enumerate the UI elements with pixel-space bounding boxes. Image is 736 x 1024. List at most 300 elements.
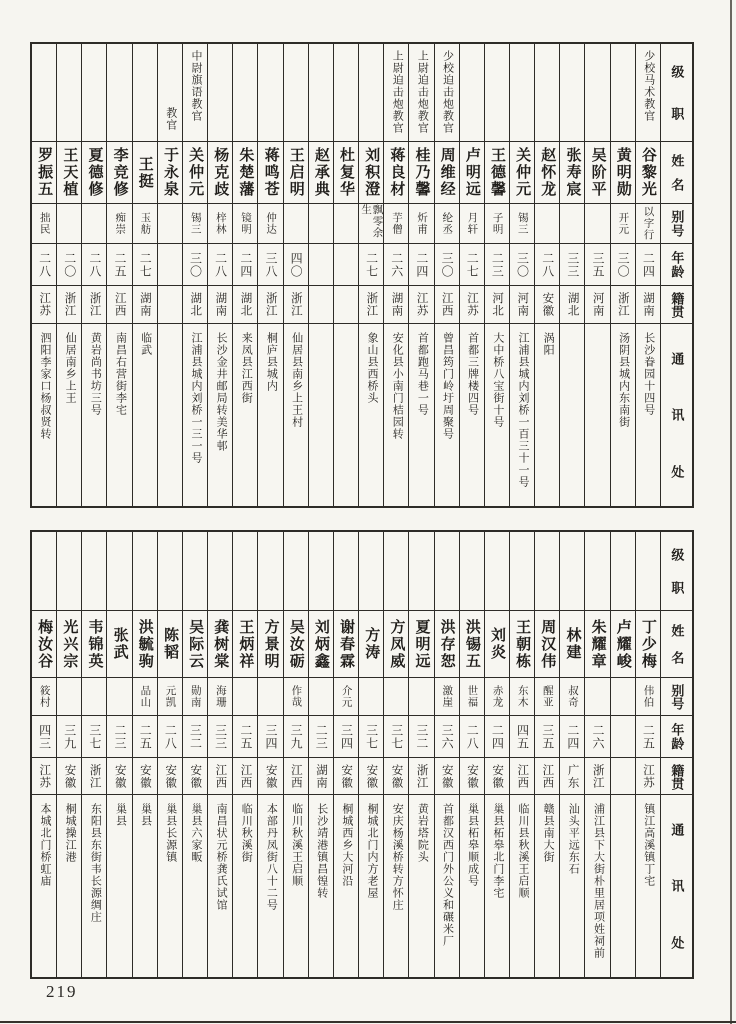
origin-cell: 安徽 bbox=[460, 757, 484, 794]
row-header-column bbox=[660, 532, 692, 977]
page-number: 219 bbox=[46, 982, 78, 1001]
origin-cell: 安徽 bbox=[158, 757, 182, 794]
person-column bbox=[635, 44, 660, 506]
rank-cell bbox=[57, 532, 81, 610]
address-cell: 南昌右营街李宅 bbox=[107, 323, 131, 506]
rank-cell bbox=[32, 44, 56, 141]
name-cell: 蒋良材 bbox=[384, 141, 408, 203]
header-address-label: 通 讯 处 bbox=[661, 794, 692, 977]
rank-cell bbox=[208, 44, 232, 141]
address-cell: 巢县柘皋北门李宅 bbox=[485, 794, 509, 977]
address-cell: 镇江高溪镇丁宅 bbox=[636, 794, 660, 977]
address-cell: 泗阳李家口杨叔贤转 bbox=[32, 323, 56, 506]
address-cell: 汕头平远东石 bbox=[560, 794, 584, 977]
origin-cell: 江苏 bbox=[636, 757, 660, 794]
address-cell: 黄岩尚书坊三号 bbox=[82, 323, 106, 506]
rank-cell: 少校马术教官 bbox=[642, 50, 655, 122]
address-cell: 仙居县南乡上王村 bbox=[284, 323, 308, 506]
rank-cell bbox=[611, 44, 635, 141]
origin-cell: 江西 bbox=[284, 757, 308, 794]
alias-cell: 介元 bbox=[334, 677, 358, 715]
name-cell: 李竞修 bbox=[107, 141, 131, 203]
rank-cell bbox=[133, 532, 157, 610]
header-origin-label: 籍 贯 bbox=[661, 757, 692, 794]
name-cell: 关仲元 bbox=[510, 141, 534, 203]
person-column bbox=[308, 532, 333, 977]
age-cell: 二八 bbox=[208, 243, 232, 285]
header-age-label: 年 龄 bbox=[661, 243, 692, 285]
alias-cell: 激崖 bbox=[435, 677, 459, 715]
alias-cell bbox=[82, 203, 106, 243]
alias-cell: 炘甫 bbox=[409, 203, 433, 243]
address-cell: 安化县小南门桔园转 bbox=[384, 323, 408, 506]
name-cell: 方景明 bbox=[258, 610, 282, 677]
person-column bbox=[257, 44, 282, 506]
age-cell: 二八 bbox=[158, 715, 182, 757]
origin-cell: 安徽 bbox=[485, 757, 509, 794]
alias-cell: 开元 bbox=[611, 203, 635, 243]
person-column bbox=[534, 44, 559, 506]
name-cell: 梅汝谷 bbox=[32, 610, 56, 677]
address-cell: 大中桥八宝街十号 bbox=[485, 323, 509, 506]
age-cell: 二四 bbox=[485, 715, 509, 757]
origin-cell: 安徽 bbox=[183, 757, 207, 794]
name-cell: 蒋鸣苍 bbox=[258, 141, 282, 203]
rank-cell bbox=[334, 44, 358, 141]
origin-cell: 江苏 bbox=[32, 285, 56, 323]
age-cell: 三四 bbox=[258, 715, 282, 757]
name-cell: 王德馨 bbox=[485, 141, 509, 203]
origin-cell: 安徽 bbox=[57, 757, 81, 794]
age-cell: 二六 bbox=[384, 243, 408, 285]
age-cell: 二三 bbox=[309, 715, 333, 757]
address-cell: 南昌状元桥龚氏试馆 bbox=[208, 794, 232, 977]
address-cell: 首都汉西门外公义和碾米厂 bbox=[435, 794, 459, 977]
person-column bbox=[182, 532, 207, 977]
person-column bbox=[610, 44, 635, 506]
name-cell: 林建 bbox=[560, 610, 584, 677]
person-column bbox=[81, 44, 106, 506]
name-cell: 谷黎光 bbox=[636, 141, 660, 203]
rank-cell bbox=[158, 532, 182, 610]
rank-cell bbox=[485, 44, 509, 141]
address-cell: 东阳县东街韦长源绸庄 bbox=[82, 794, 106, 977]
address-cell: 象山县西桥头 bbox=[359, 323, 383, 506]
name-cell: 方涛 bbox=[359, 610, 383, 677]
alias-cell: 飘零余生 bbox=[359, 203, 383, 243]
name-cell: 张武 bbox=[107, 610, 131, 677]
person-column bbox=[635, 532, 660, 977]
rank-cell bbox=[183, 532, 207, 610]
origin-cell: 江西 bbox=[435, 285, 459, 323]
header-age-label: 年 龄 bbox=[661, 715, 692, 757]
address-cell: 临川秋溪街 bbox=[233, 794, 257, 977]
person-column bbox=[32, 532, 56, 977]
alias-cell bbox=[409, 677, 433, 715]
alias-cell bbox=[82, 677, 106, 715]
name-cell: 韦锦英 bbox=[82, 610, 106, 677]
origin-cell: 安徽 bbox=[435, 757, 459, 794]
alias-cell bbox=[560, 203, 584, 243]
address-cell: 巢县柘皋顺成号 bbox=[460, 794, 484, 977]
header-name-label: 姓 名 bbox=[661, 610, 692, 677]
alias-cell: 勋南 bbox=[183, 677, 207, 715]
age-cell bbox=[158, 243, 182, 285]
name-cell: 朱耀章 bbox=[585, 610, 609, 677]
age-cell: 三七 bbox=[359, 715, 383, 757]
address-cell: 汤阴县城内东南街 bbox=[611, 323, 635, 506]
header-origin-label: 籍 贯 bbox=[661, 285, 692, 323]
address-cell: 江浦县城内刘桥一百三十一号 bbox=[510, 323, 534, 506]
alias-cell: 玉舫 bbox=[133, 203, 157, 243]
alias-cell bbox=[284, 203, 308, 243]
age-cell: 二八 bbox=[82, 243, 106, 285]
address-cell: 黄岩塔院头 bbox=[409, 794, 433, 977]
scan-edge-right bbox=[730, 0, 732, 1024]
alias-cell bbox=[384, 677, 408, 715]
address-cell: 临武 bbox=[133, 323, 157, 506]
alias-cell: 子明 bbox=[485, 203, 509, 243]
address-cell: 本部丹凤街八十二号 bbox=[258, 794, 282, 977]
name-cell: 赵怀龙 bbox=[535, 141, 559, 203]
rank-cell: 教官 bbox=[164, 107, 177, 131]
age-cell: 二四 bbox=[636, 243, 660, 285]
alias-cell: 芋僧 bbox=[384, 203, 408, 243]
person-column bbox=[610, 532, 635, 977]
address-cell: 巢县 bbox=[133, 794, 157, 977]
address-cell bbox=[585, 323, 609, 506]
header-address-label: 通 讯 处 bbox=[661, 323, 692, 506]
origin-cell bbox=[158, 285, 182, 323]
name-cell: 陈韬 bbox=[158, 610, 182, 677]
header-alias-label: 别 号 bbox=[661, 677, 692, 715]
address-cell: 巢县 bbox=[107, 794, 131, 977]
person-column bbox=[207, 44, 232, 506]
age-cell: 二〇 bbox=[57, 243, 81, 285]
alias-cell bbox=[57, 203, 81, 243]
age-cell: 三五 bbox=[585, 243, 609, 285]
person-column bbox=[434, 44, 459, 506]
person-column bbox=[559, 532, 584, 977]
name-cell: 洪毓驹 bbox=[133, 610, 157, 677]
origin-cell: 湖南 bbox=[208, 285, 232, 323]
alias-cell bbox=[107, 677, 131, 715]
name-cell: 吴汝砺 bbox=[284, 610, 308, 677]
address-cell: 长沙眷园十四号 bbox=[636, 323, 660, 506]
age-cell: 三三 bbox=[560, 243, 584, 285]
header-rank-label: 级 职 bbox=[669, 64, 685, 121]
age-cell: 二八 bbox=[535, 243, 559, 285]
address-cell: 巢县长源镇 bbox=[158, 794, 182, 977]
address-cell bbox=[309, 323, 333, 506]
person-column bbox=[207, 532, 232, 977]
address-cell: 仙居南乡上王 bbox=[57, 323, 81, 506]
person-column bbox=[283, 44, 308, 506]
name-cell: 朱楚藩 bbox=[233, 141, 257, 203]
person-column bbox=[182, 44, 207, 506]
origin-cell: 安徽 bbox=[258, 757, 282, 794]
address-cell: 桐庐县城内 bbox=[258, 323, 282, 506]
age-cell: 三四 bbox=[334, 715, 358, 757]
name-cell: 王炳祥 bbox=[233, 610, 257, 677]
rank-cell: 上尉迫击炮教官 bbox=[416, 50, 429, 134]
age-cell: 四五 bbox=[510, 715, 534, 757]
address-cell bbox=[611, 794, 635, 977]
origin-cell: 浙江 bbox=[258, 285, 282, 323]
origin-cell: 湖南 bbox=[133, 285, 157, 323]
name-cell: 王朝栋 bbox=[510, 610, 534, 677]
person-column bbox=[459, 532, 484, 977]
name-cell: 于永泉 bbox=[158, 141, 182, 203]
person-column bbox=[257, 532, 282, 977]
alias-cell: 海珊 bbox=[208, 677, 232, 715]
age-cell: 三〇 bbox=[183, 243, 207, 285]
name-cell: 龚树棠 bbox=[208, 610, 232, 677]
name-cell: 杨克歧 bbox=[208, 141, 232, 203]
name-cell: 夏德修 bbox=[82, 141, 106, 203]
person-column bbox=[32, 44, 56, 506]
address-cell: 浦江县下大街朴里居项姓祠前 bbox=[585, 794, 609, 977]
person-column bbox=[308, 44, 333, 506]
person-column bbox=[559, 44, 584, 506]
name-cell: 夏明远 bbox=[409, 610, 433, 677]
age-cell: 三〇 bbox=[611, 243, 635, 285]
address-cell: 首都跑马巷一号 bbox=[409, 323, 433, 506]
rank-cell bbox=[208, 532, 232, 610]
rank-cell bbox=[32, 532, 56, 610]
rank-cell bbox=[359, 44, 383, 141]
rank-cell bbox=[535, 532, 559, 610]
age-cell: 二八 bbox=[32, 243, 56, 285]
person-column bbox=[132, 532, 157, 977]
name-cell: 刘炎 bbox=[485, 610, 509, 677]
rank-cell bbox=[309, 44, 333, 141]
alias-cell bbox=[535, 203, 559, 243]
rank-cell: 中尉旗语教官 bbox=[189, 50, 202, 122]
origin-cell bbox=[334, 285, 358, 323]
origin-cell: 江西 bbox=[208, 757, 232, 794]
name-cell: 卢明远 bbox=[460, 141, 484, 203]
rank-cell bbox=[233, 44, 257, 141]
address-cell: 安庆杨溪桥转方怀庄 bbox=[384, 794, 408, 977]
row-header-column bbox=[660, 44, 692, 506]
scan-edge-bottom bbox=[0, 1021, 736, 1023]
origin-cell: 安徽 bbox=[107, 757, 131, 794]
rank-cell bbox=[334, 532, 358, 610]
origin-cell: 江西 bbox=[535, 757, 559, 794]
rank-cell bbox=[284, 44, 308, 141]
alias-cell: 品山 bbox=[133, 677, 157, 715]
rank-cell bbox=[384, 532, 408, 610]
person-column bbox=[484, 44, 509, 506]
name-cell: 王启明 bbox=[284, 141, 308, 203]
address-cell bbox=[334, 323, 358, 506]
rank-cell bbox=[585, 532, 609, 610]
alias-cell: 月轩 bbox=[460, 203, 484, 243]
age-cell: 二七 bbox=[133, 243, 157, 285]
person-column bbox=[434, 532, 459, 977]
name-cell: 王天植 bbox=[57, 141, 81, 203]
age-cell: 二四 bbox=[409, 243, 433, 285]
name-cell: 杜复华 bbox=[334, 141, 358, 203]
alias-cell: 痴崇 bbox=[107, 203, 131, 243]
rank-cell bbox=[560, 532, 584, 610]
alias-cell bbox=[334, 203, 358, 243]
origin-cell: 安徽 bbox=[535, 285, 559, 323]
age-cell: 二三 bbox=[107, 715, 131, 757]
name-cell: 赵承典 bbox=[309, 141, 333, 203]
age-cell bbox=[334, 243, 358, 285]
age-cell: 三五 bbox=[535, 715, 559, 757]
name-cell: 刘积澄 bbox=[359, 141, 383, 203]
age-cell: 四三 bbox=[32, 715, 56, 757]
rank-cell bbox=[636, 532, 660, 610]
alias-cell: 以字行 bbox=[636, 203, 660, 243]
address-cell: 临川县秋溪王启顺 bbox=[510, 794, 534, 977]
roster-table-bottom bbox=[30, 530, 694, 979]
origin-cell: 河南 bbox=[510, 285, 534, 323]
rank-cell bbox=[284, 532, 308, 610]
origin-cell: 浙江 bbox=[82, 285, 106, 323]
age-cell: 二四 bbox=[233, 243, 257, 285]
alias-cell bbox=[309, 677, 333, 715]
age-cell: 三九 bbox=[57, 715, 81, 757]
alias-cell: 醒亚 bbox=[535, 677, 559, 715]
header-alias-label: 别 号 bbox=[661, 203, 692, 243]
address-cell bbox=[560, 323, 584, 506]
person-column bbox=[283, 532, 308, 977]
address-cell: 桐城操江港 bbox=[57, 794, 81, 977]
rank-cell bbox=[82, 44, 106, 141]
alias-cell: 仲达 bbox=[258, 203, 282, 243]
name-cell: 洪锡五 bbox=[460, 610, 484, 677]
address-cell: 长沙金井邮局转美华邨 bbox=[208, 323, 232, 506]
name-cell: 罗振五 bbox=[32, 141, 56, 203]
origin-cell: 浙江 bbox=[57, 285, 81, 323]
rank-cell bbox=[258, 44, 282, 141]
address-cell: 巢县六家畈 bbox=[183, 794, 207, 977]
person-column bbox=[56, 532, 81, 977]
alias-cell: 伟伯 bbox=[636, 677, 660, 715]
rank-cell bbox=[460, 532, 484, 610]
person-column bbox=[584, 532, 609, 977]
address-cell: 桐城西乡大河沿 bbox=[334, 794, 358, 977]
origin-cell: 江苏 bbox=[409, 285, 433, 323]
person-column bbox=[509, 532, 534, 977]
age-cell: 三〇 bbox=[510, 243, 534, 285]
age-cell: 三二 bbox=[409, 715, 433, 757]
person-column bbox=[106, 44, 131, 506]
origin-cell: 湖南 bbox=[636, 285, 660, 323]
person-column bbox=[484, 532, 509, 977]
address-cell: 临川秋溪王启顺 bbox=[284, 794, 308, 977]
name-cell: 黄明勋 bbox=[611, 141, 635, 203]
address-cell: 曾昌筠门岭圩周聚号 bbox=[435, 323, 459, 506]
rank-cell: 少校迫击炮教官 bbox=[441, 50, 454, 134]
alias-cell: 锡三 bbox=[183, 203, 207, 243]
person-column bbox=[358, 44, 383, 506]
origin-cell: 浙江 bbox=[284, 285, 308, 323]
origin-cell: 广东 bbox=[560, 757, 584, 794]
header-rank-label: 级 职 bbox=[669, 548, 685, 594]
alias-cell bbox=[585, 203, 609, 243]
person-column bbox=[132, 44, 157, 506]
name-cell: 王挺 bbox=[133, 141, 157, 203]
name-cell: 光兴宗 bbox=[57, 610, 81, 677]
origin-cell: 湖北 bbox=[233, 285, 257, 323]
rank-cell bbox=[82, 532, 106, 610]
rank-cell bbox=[57, 44, 81, 141]
origin-cell: 浙江 bbox=[409, 757, 433, 794]
origin-cell: 湖南 bbox=[309, 757, 333, 794]
age-cell bbox=[309, 243, 333, 285]
rank-cell bbox=[133, 44, 157, 141]
rank-cell bbox=[233, 532, 257, 610]
age-cell: 二五 bbox=[107, 243, 131, 285]
origin-cell: 江西 bbox=[107, 285, 131, 323]
person-column bbox=[584, 44, 609, 506]
rank-cell bbox=[535, 44, 559, 141]
origin-cell: 江苏 bbox=[32, 757, 56, 794]
address-cell: 首都三牌楼四号 bbox=[460, 323, 484, 506]
alias-cell bbox=[585, 677, 609, 715]
address-cell: 赣县南大街 bbox=[535, 794, 559, 977]
rank-cell bbox=[585, 44, 609, 141]
origin-cell bbox=[309, 285, 333, 323]
rank-cell bbox=[409, 532, 433, 610]
age-cell: 三二 bbox=[183, 715, 207, 757]
age-cell: 二六 bbox=[585, 715, 609, 757]
age-cell bbox=[611, 715, 635, 757]
address-cell: 涡阳 bbox=[535, 323, 559, 506]
name-cell: 周汉伟 bbox=[535, 610, 559, 677]
name-cell: 谢春霖 bbox=[334, 610, 358, 677]
roster-table-top bbox=[30, 42, 694, 508]
alias-cell: 元凯 bbox=[158, 677, 182, 715]
address-cell: 本城北门桥虹庙 bbox=[32, 794, 56, 977]
alias-cell: 世福 bbox=[460, 677, 484, 715]
person-column bbox=[333, 532, 358, 977]
origin-cell: 湖南 bbox=[384, 285, 408, 323]
rank-cell bbox=[510, 44, 534, 141]
alias-cell: 东木 bbox=[510, 677, 534, 715]
person-column bbox=[459, 44, 484, 506]
origin-cell: 安徽 bbox=[384, 757, 408, 794]
origin-cell: 河南 bbox=[585, 285, 609, 323]
origin-cell: 浙江 bbox=[359, 285, 383, 323]
age-cell: 三七 bbox=[384, 715, 408, 757]
person-column bbox=[232, 44, 257, 506]
origin-cell: 安徽 bbox=[133, 757, 157, 794]
alias-cell: 筱村 bbox=[32, 677, 56, 715]
age-cell: 二五 bbox=[233, 715, 257, 757]
name-cell: 洪存恕 bbox=[435, 610, 459, 677]
address-cell: 江浦县城内刘桥一三一号 bbox=[183, 323, 207, 506]
alias-cell: 梓林 bbox=[208, 203, 232, 243]
name-cell: 张寿宸 bbox=[560, 141, 584, 203]
alias-cell: 镜明 bbox=[233, 203, 257, 243]
age-cell: 二五 bbox=[133, 715, 157, 757]
rank-cell bbox=[258, 532, 282, 610]
alias-cell: 纶丞 bbox=[435, 203, 459, 243]
alias-cell: 赤龙 bbox=[485, 677, 509, 715]
name-cell: 桂乃馨 bbox=[409, 141, 433, 203]
alias-cell bbox=[258, 677, 282, 715]
alias-cell bbox=[57, 677, 81, 715]
age-cell: 三九 bbox=[284, 715, 308, 757]
alias-cell bbox=[233, 677, 257, 715]
origin-cell: 浙江 bbox=[611, 285, 635, 323]
